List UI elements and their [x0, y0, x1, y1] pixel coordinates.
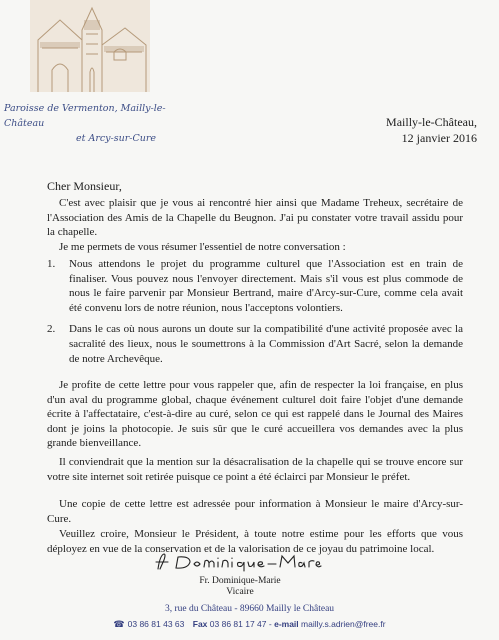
list-item-text: Nous attendons le projet du programme culturel que l'Association est en train de finaliser. Vous pouvez nous l'envoyer directement. Mais s'il vous est plus commode de nous le faire parvenir par Monsieur Bertrand, maire d'Arcy-sur-Cure, comme cela avait été convenu lors de notre réunion, nous l'acceptons volontiers. [69, 258, 463, 314]
signer-block [140, 576, 340, 598]
footer-fax: 03 86 81 17 47 [209, 619, 267, 629]
footer-phone: 03 86 81 43 63 [127, 619, 185, 629]
paragraph-closing: Veuillez croire, Monsieur le Président, à toute notre estime pour les efforts que vous déployez en vue de la conservation et de la valorisation de ce joyau du patrimoine local. [47, 528, 463, 555]
list-item [47, 257, 463, 315]
signer-title: Vicaire [226, 587, 254, 597]
telephone-icon: ☎ [113, 619, 125, 629]
paragraph-copy: Une copie de cette lettre est adressée pour information à Monsieur le maire d'Arcy-sur-Cure. [47, 498, 463, 525]
paragraph-website: Il conviendrait que la mention sur la désacralisation de la chapelle qui se trouve encore sur votre site internet soit retirée puisque ce point a été éclairci par Monsieur le préfet. [47, 456, 463, 483]
place: Mailly-le-Château, [386, 115, 477, 129]
paragraph-law-reminder: Je profite de cette lettre pour vous rappeler que, afin de respecter la loi française, en plus d'un aval du programme global, chaque événement culturel doit faire l'objet d'une demande écrite à l'affectataire, c'est-à-dire au curé, selon ce qui est rappelé dans le Journal des Maires dont je joins la photocopie. Je suis sûr que le curé accueillera vos demandes avec la plus grande bienveillance. [47, 379, 463, 450]
paragraph-intro: C'est avec plaisir que je vous ai rencontré hier ainsi que Madame Treheux, secrétaire de l'Association des Amis de la Chapelle du Beugnon. J'ai pu constater votre travail assidu pour la chapelle. [47, 197, 463, 239]
parish-line-1: Paroisse de Vermenton, Mailly-le-Château [4, 103, 166, 129]
signer-name: Fr. Dominique-Marie [199, 576, 281, 586]
parish-name [4, 101, 184, 146]
date: 12 janvier 2016 [401, 131, 477, 145]
list-item-text: Dans le cas où nous aurons un doute sur la compatibilité d'une activité proposée avec la sacralité des lieux, nous le soumettrons à la Commission d'Art Sacré, selon la demande de notre Archevêque. [69, 323, 463, 365]
summary-list [47, 257, 463, 373]
list-item [47, 322, 463, 366]
list-item-number: 1. [47, 258, 56, 270]
footer-email: mailly.s.adrien@free.fr [301, 619, 386, 629]
footer-contact: ☎ 03 86 81 43 63 Fax 03 86 81 17 47 - e-mail mailly.s.adrien@free.fr [113, 619, 386, 629]
footer-fax-label: Fax [192, 619, 208, 629]
place-date [386, 114, 477, 146]
church-sketch-image [30, 0, 150, 92]
list-item-number: 2. [47, 323, 56, 336]
footer-address: 3, rue du Château - 89660 Mailly le Château [164, 604, 335, 614]
salutation: Cher Monsieur, [47, 179, 122, 193]
parish-line-2: et Arcy-sur-Cure [76, 133, 157, 144]
paragraph-summary-lead: Je me permets de vous résumer l'essentiel de notre conversation : [59, 241, 346, 253]
footer-email-label: e-mail [274, 619, 299, 629]
handwritten-signature [152, 551, 322, 573]
